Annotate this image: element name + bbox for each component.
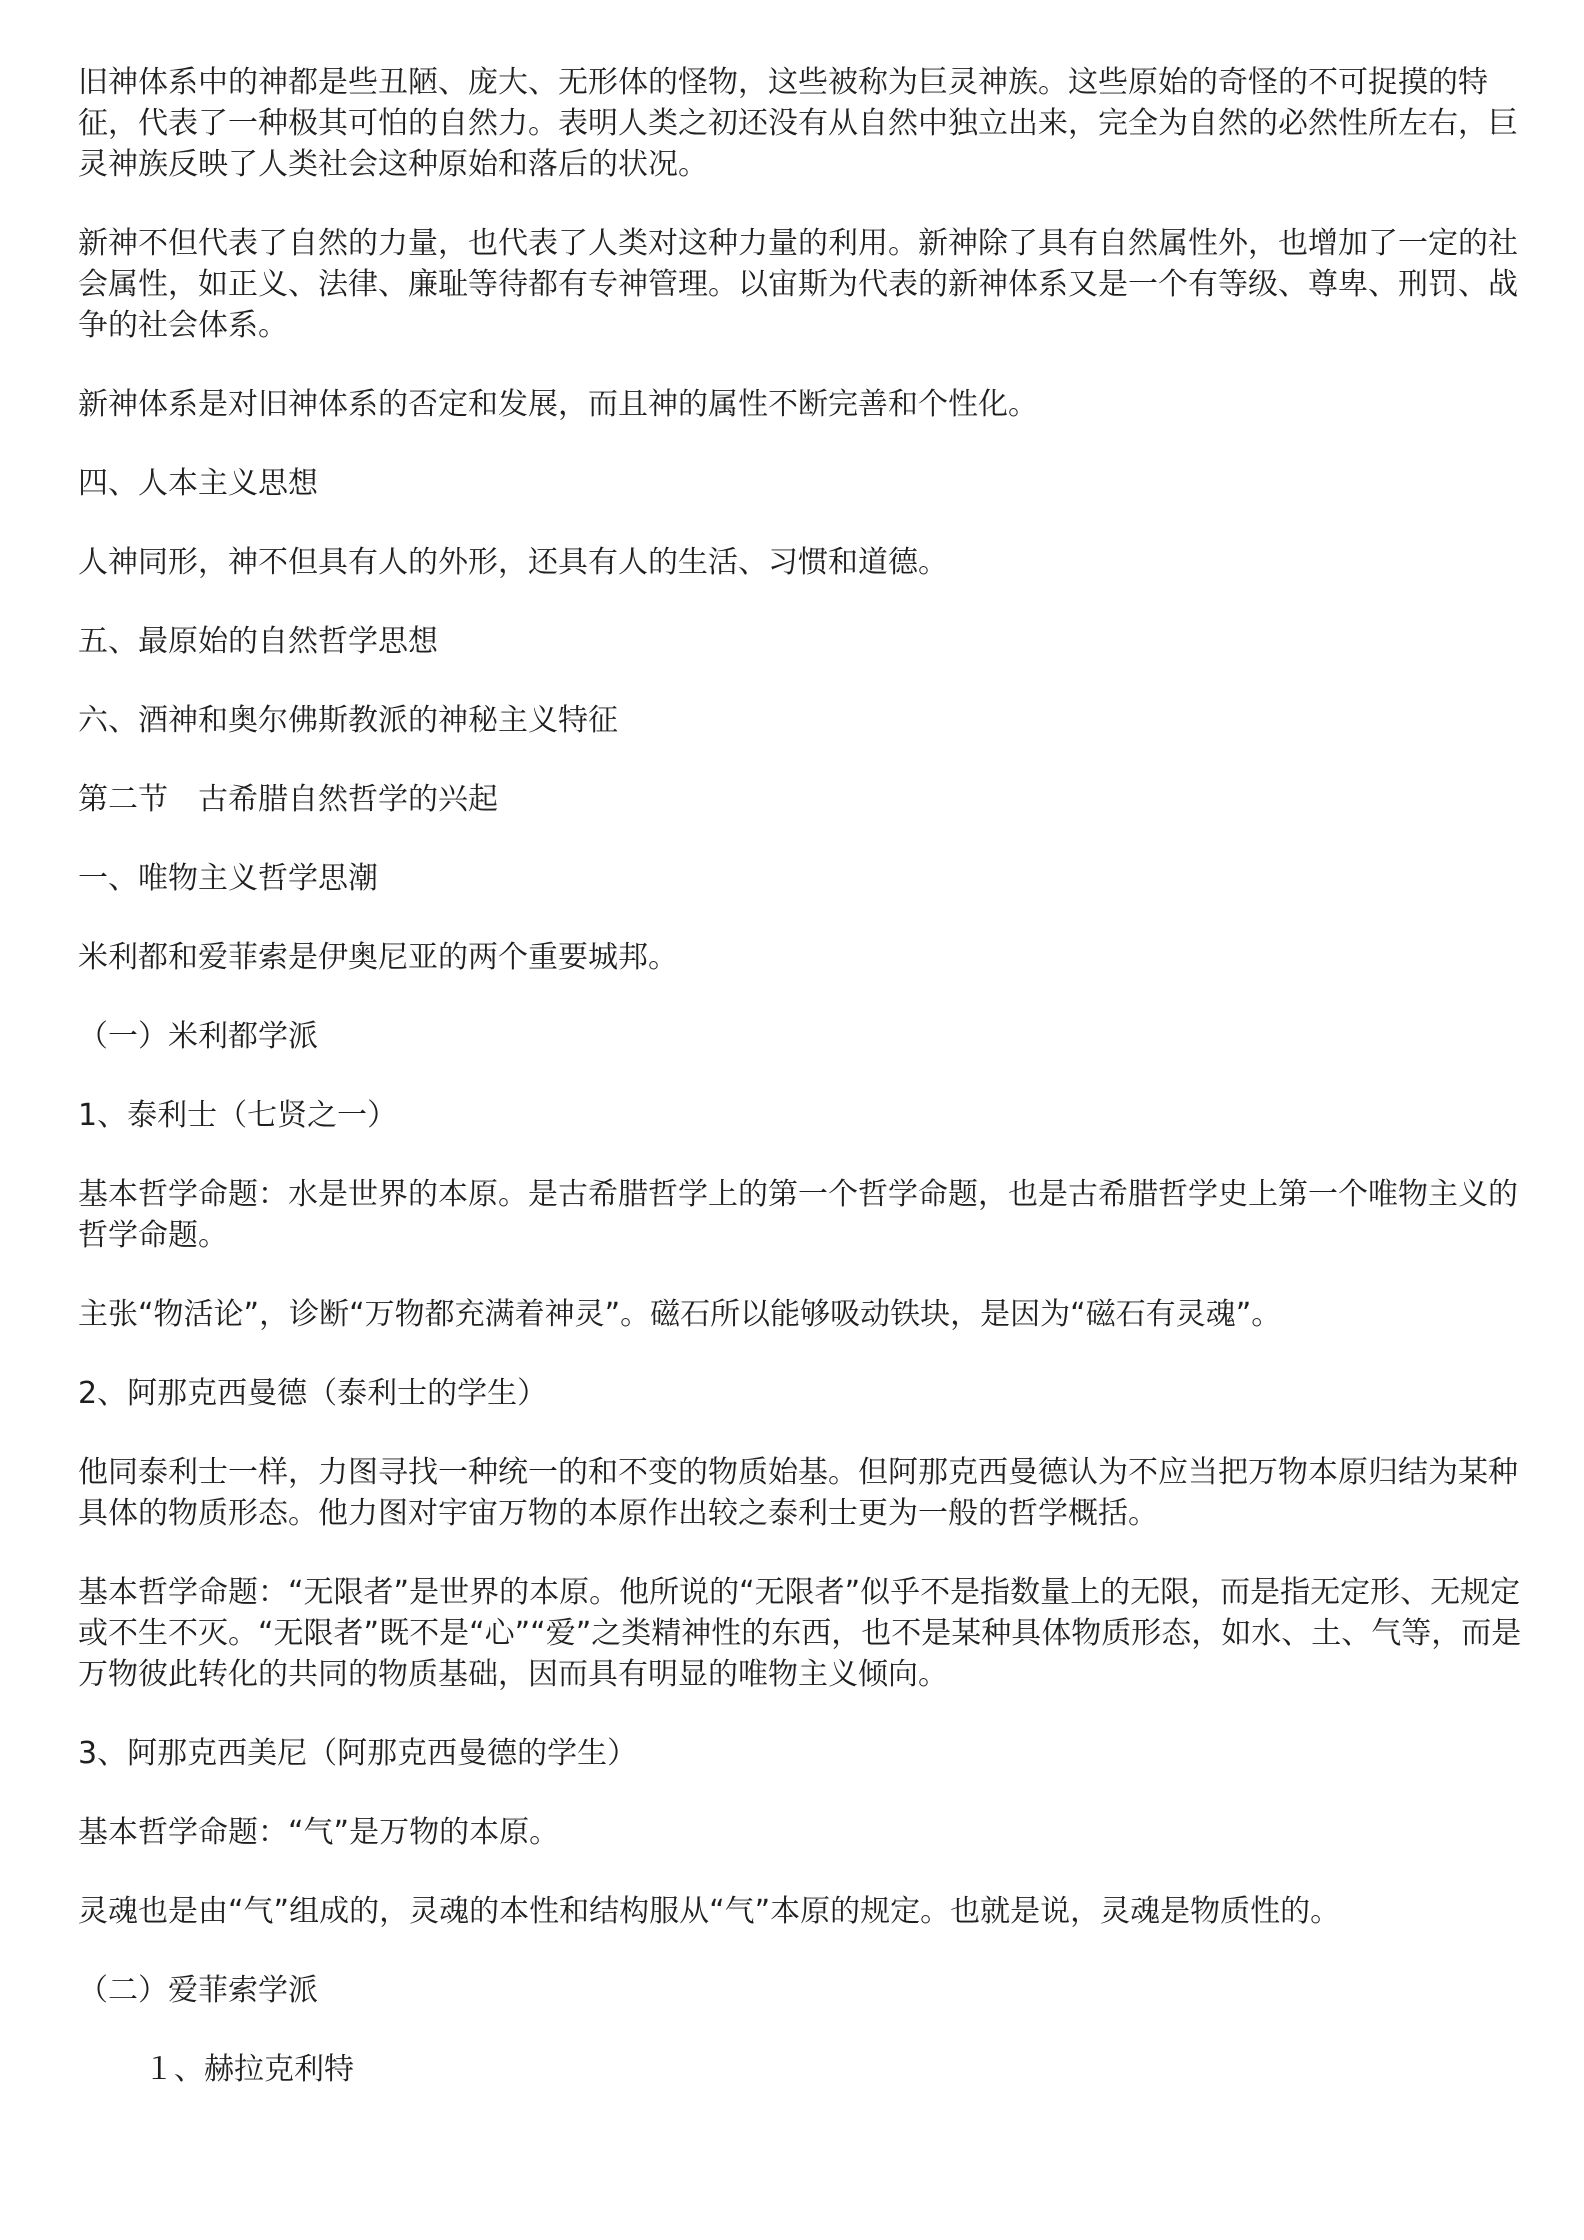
heading-heraclitus: １、赫拉克利特 <box>144 2052 354 2087</box>
paragraph-anthropomorphism: 人神同形，神不但具有人的外形，还具有人的生活、习惯和道德。 <box>78 545 948 580</box>
paragraph-thales-proposition: 基本哲学命题：水是世界的本原。是古希腊哲学上的第一个哲学命题，也是古希腊哲学史上第一个唯物主义的哲学命题。 <box>78 1177 1518 1253</box>
paragraph-soul-air: 灵魂也是由“气”组成的，灵魂的本性和结构服从“气”本原的规定。也就是说，灵魂是物质性的。 <box>78 1894 1341 1929</box>
paragraph-hylozoism: 主张“物活论”，诊断“万物都充满着神灵”。磁石所以能够吸动铁块，是因为“磁石有灵魂”。 <box>78 1297 1282 1332</box>
heading-natural-philosophy: 五、最原始的自然哲学思想 <box>78 624 438 659</box>
heading-anaximander: 2、阿那克西曼德（泰利士的学生） <box>78 1376 548 1411</box>
heading-dionysus-orphism: 六、酒神和奥尔佛斯教派的神秘主义特征 <box>78 703 618 738</box>
paragraph-air-principle: 基本哲学命题：“气”是万物的本原。 <box>78 1815 560 1850</box>
heading-materialism: 一、唯物主义哲学思潮 <box>78 861 378 896</box>
heading-anaximenes: 3、阿那克西美尼（阿那克西曼德的学生） <box>78 1736 638 1771</box>
heading-thales: 1、泰利士（七贤之一） <box>78 1098 398 1133</box>
section-title-second: 第二节 古希腊自然哲学的兴起 <box>78 782 498 817</box>
paragraph-apeiron: 基本哲学命题：“无限者”是世界的本原。他所说的“无限者”似乎不是指数量上的无限，而是指无定形、无规定或不生不灭。“无限者”既不是“心”“爱”之类精神性的东西，也不是某种具体物质形态，如水、土、气等，而是万物彼此转化的共同的物质基础，因而具有明显的唯物主义倾向。 <box>78 1575 1522 1692</box>
heading-ephesian-school: （二）爱菲索学派 <box>78 1973 318 2008</box>
heading-humanism: 四、人本主义思想 <box>78 466 318 501</box>
paragraph-anaximander-search: 他同泰利士一样，力图寻找一种统一的和不变的物质始基。但阿那克西曼德认为不应当把万物本原归结为某种具体的物质形态。他力图对宇宙万物的本原作出较之泰利士更为一般的哲学概括。 <box>78 1455 1518 1531</box>
paragraph-new-gods: 新神不但代表了自然的力量，也代表了人类对这种力量的利用。新神除了具有自然属性外，也增加了一定的社会属性，如正义、法律、廉耻等待都有专神管理。以宙斯为代表的新神体系又是一个有等级、尊卑、刑罚、战争的社会体系。 <box>78 226 1518 343</box>
paragraph-old-gods: 旧神体系中的神都是些丑陋、庞大、无形体的怪物，这些被称为巨灵神族。这些原始的奇怪的不可捉摸的特征，代表了一种极其可怕的自然力。表明人类之初还没有从自然中独立出来，完全为自然的必然性所左右，巨灵神族反映了人类社会这种原始和落后的状况。 <box>78 65 1518 182</box>
paragraph-city-states: 米利都和爱菲索是伊奥尼亚的两个重要城邦。 <box>78 940 678 975</box>
paragraph-new-system: 新神体系是对旧神体系的否定和发展，而且神的属性不断完善和个性化。 <box>78 387 1038 422</box>
heading-milesian-school: （一）米利都学派 <box>78 1019 318 1054</box>
